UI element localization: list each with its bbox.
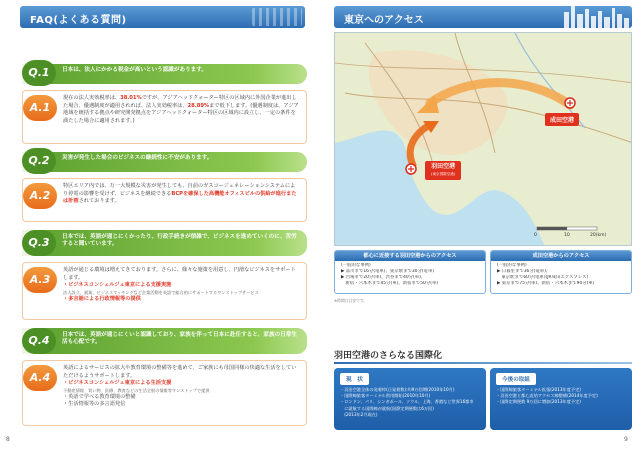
header-decoration xyxy=(252,8,302,26)
answer-1 xyxy=(22,90,307,144)
answer-text: 現在の法人実効税率は、38.01%ですが、アジアヘッドクォーター特区の区域内に外国企業が進出した場合、優遇制度が適用されれば、法人実効税率は、28.89%まで低下します。(優遇制度は、アジア地域を統括する拠点や研究開発拠点をアジアヘッドクォーター特区の区域内に設立し、一定の条件を満たした場合に適用されます。) xyxy=(63,95,299,124)
faq-header: FAQ(よくある質問) xyxy=(20,6,305,28)
route-line: (一般的な事例) xyxy=(497,263,527,268)
question-badge: Q.2 xyxy=(22,148,56,174)
route-line: ▶ 日暮里まで36分(電車)、 xyxy=(497,269,551,274)
question-badge: Q.3 xyxy=(22,230,56,256)
route-title: 都心に近接する羽田空港からのアクセス xyxy=(335,251,485,261)
narita-access-box xyxy=(490,250,632,294)
route-line: 東京駅まで60分(電車)(JR成田エクスプレス) xyxy=(497,275,589,280)
current-status-panel xyxy=(334,368,486,430)
haneda-label: 羽田空港 (東京国際空港) xyxy=(425,161,461,180)
time-note: ※時間は目安です。 xyxy=(334,298,368,303)
question-text: 災害が発生した場合のビジネスの継続性に不安があります。 xyxy=(62,155,213,161)
answer-2 xyxy=(22,178,307,222)
route-title: 成田空港からのアクセス xyxy=(491,251,631,261)
question-1 xyxy=(22,64,307,84)
access-map xyxy=(334,32,632,246)
narita-label: 成田空港 xyxy=(545,113,579,126)
question-4 xyxy=(22,328,307,354)
panel-label: 現 状 xyxy=(340,373,369,385)
section-divider xyxy=(334,362,632,364)
page-number-left: 8 xyxy=(6,436,10,443)
answer-badge: A.1 xyxy=(23,95,57,121)
panel-body: ・国際線旅客ターミナル拡張(2013年度予定) ・羽田空港と都心直結アクセス線整備(2014年度予定) ・国際定期便数 9万回に増加(2013年度予定) xyxy=(496,387,598,405)
question-badge: Q.4 xyxy=(22,328,56,354)
answer-badge: A.3 xyxy=(23,267,57,293)
question-text: 日本では、英語が通じにくいと認識しており、家族を伴って日本に赴任すると、家族の日常生活も心配です。 xyxy=(62,332,297,345)
question-2 xyxy=(22,152,307,172)
panel-body: ・羽田空港全体の発着枠(日発着数):約9万回増(2010年10月) ・国際線旅客ターミナル供用開始(2010年10月) ・ロンドン、パリ、シンガポール、ソウル、上海、香港など世界16都市 に就航する国際線が就航(国際定期便数は6万回) (2013年2月現在) xyxy=(340,387,474,417)
answer-text: 英語が通じる環境は増えてきております。さらに、様々な施策を用意し、円滑なビジネスをサポートします。 ・ビジネスコンシェルジュ東京による支援実施 法人設立、就業、ビジネスマッチングなど企業活動を英語で総合的にサポートするワンストップサービス ・多言語による行政情報等の提供 xyxy=(63,267,296,302)
scale-label-0: 0 xyxy=(534,233,537,238)
route-line: ▶ 東京まで75分(車)、新宿・六本木まで90分(車) xyxy=(497,281,595,286)
scale-label-10: 10 xyxy=(564,233,570,238)
city-skyline-icon xyxy=(560,2,632,30)
question-text: 日本では、英語が通じにくかったり、行政手続きが煩雑で、ビジネスを進めていくのに、苦労すると聞いています。 xyxy=(62,234,297,247)
answer-text: 特区エリア内では、万一大規模な災害が発生しても、自前のガスコージェネレーションシステムにより停電の影響を受けず、ビジネスを継続できるBCPを確保した高機能オフィスビルの供給が進行または計画されております。 xyxy=(63,183,297,205)
map-graphic xyxy=(335,33,632,246)
answer-3 xyxy=(22,262,307,320)
haneda-access-box xyxy=(334,250,486,294)
question-3 xyxy=(22,230,307,256)
answer-text: 英語によるサービスの拡大や教育環境の整備等を進めて、ご家族にも母国同様の快適な生活をしていただけるようサポートします。 ・ビジネスコンシェルジュ東京による生活支援 不動産情報、買い物、医療、教育などの生活全般の情報等ワンストップで提供 ・英語で学べる教育環境の整備 ・生活情報等の多言語発信 xyxy=(63,365,297,408)
route-line: (一般的な事例) xyxy=(341,263,371,268)
access-header: 東京へのアクセス xyxy=(334,6,632,28)
route-line: 新宿・六本木まで45分(車)、新宿まで50分(車) xyxy=(341,281,439,286)
scale-label-20: 20(km) xyxy=(590,233,607,238)
panel-label: 今後の取組 xyxy=(496,373,536,385)
page-number-right: 9 xyxy=(624,436,628,443)
answer-badge: A.4 xyxy=(23,365,57,391)
section-title: 羽田空港のさらなる国際化 xyxy=(334,351,443,361)
answer-4 xyxy=(22,360,307,426)
route-line: ▶ 台場まで20分(車)、渋谷まで40分(車)、 xyxy=(341,275,426,280)
future-plans-panel xyxy=(490,368,632,430)
answer-badge: A.2 xyxy=(23,183,57,209)
question-badge: Q.1 xyxy=(22,60,56,86)
question-text: 日本は、法人にかかる税金が高いという認識があります。 xyxy=(62,67,207,73)
route-line: ▶ 品川まで16分(電車)、東京駅まで30分(電車) xyxy=(341,269,435,274)
